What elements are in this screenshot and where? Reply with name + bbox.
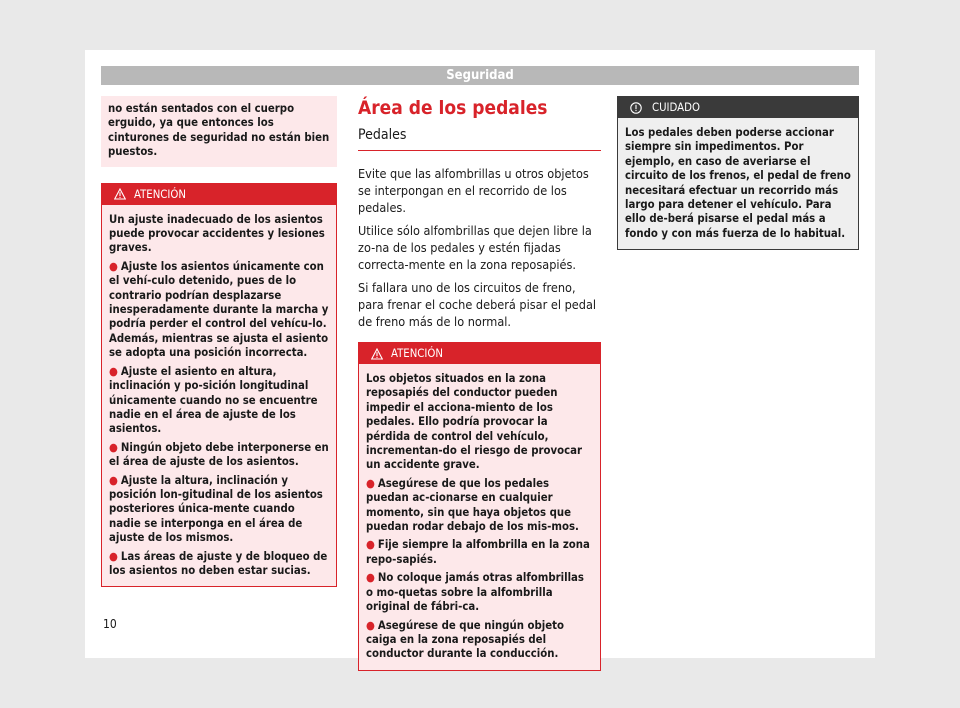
warning-box-pedals bbox=[358, 342, 601, 671]
warning-label: ATENCIÓN bbox=[391, 347, 443, 360]
paragraph: Si fallara uno de los circuitos de freno, para frenar el coche deberá pisar el pedal de freno más de lo normal. bbox=[358, 280, 597, 329]
subsection-title: Pedales bbox=[358, 126, 601, 151]
warning-header bbox=[102, 184, 336, 205]
bullet-dot: ● bbox=[366, 571, 375, 585]
section-title: Área de los pedales bbox=[358, 97, 548, 119]
warning-box-seats bbox=[101, 183, 337, 588]
caution-body: Los pedales deben poderse accionar siempre sin impedimentos. Por ejemplo, en caso de averiarse el circuito de los frenos, el pedal de freno necesitará efectuar un recorrido más largo para detener el vehículo. Para ello de-berá pisarse el pedal más a fondo y con más fuerza de lo habitual. bbox=[625, 126, 851, 240]
bullet-dot: ● bbox=[366, 538, 375, 552]
list-item: ● Asegúrese de que los pedales puedan ac-cionarse en cualquier momento, sin que haya objetos que puedan rodar debajo de los mis-mos. bbox=[366, 476, 579, 534]
intro-box: no están sentados con el cuerpo erguido, ya que entonces los cinturones de seguridad no están bien puestos. bbox=[101, 96, 337, 167]
bullet-dot: ● bbox=[109, 440, 118, 454]
list-item: ● Ajuste el asiento en altura, inclinación y po-sición longitudinal únicamente cuando no se encuentre nadie en el área de ajuste de los asientos. bbox=[109, 364, 318, 436]
caution-header bbox=[618, 97, 858, 118]
warning-triangle-icon bbox=[371, 348, 383, 360]
bullet-dot: ● bbox=[366, 476, 375, 490]
list-item: ● Asegúrese de que ningún objeto caiga en la zona reposapiés del conductor durante la conducción. bbox=[366, 618, 564, 661]
body-text bbox=[358, 165, 601, 330]
page-number: 10 bbox=[103, 617, 117, 631]
caution-label: CUIDADO bbox=[652, 101, 700, 114]
warning-header bbox=[359, 343, 600, 364]
column-right bbox=[617, 96, 859, 250]
warning-lead: Los objetos situados en la zona reposapiés del conductor pueden impedir el acciona-miento de los pedales. Ello podría provocar la pérdida de control del vehículo, incrementan-do el riesgo de provocar un accidente grave. bbox=[366, 372, 582, 472]
warning-triangle-icon bbox=[114, 188, 126, 200]
list-item: ● Ajuste la altura, inclinación y posición lon-gitudinal de los asientos posteriores única-mente cuando nadie se interponga en el área de ajuste de los mismos. bbox=[109, 473, 323, 545]
paragraph: Evite que las alfombrillas u otros objetos se interpongan en el recorrido de los pedales. bbox=[358, 166, 589, 215]
list-item: ● Ajuste los asientos únicamente con el vehí-culo detenido, pues de lo contrario podrían desplazarse inesperadamente durante la marcha y podría perder el control del vehícu-lo. Además, mientras se ajusta el asiento se adopta una posición incorrecta. bbox=[109, 259, 329, 360]
bullet-dot: ● bbox=[109, 549, 118, 563]
bullet-dot: ● bbox=[109, 259, 118, 273]
list-item: ● No coloque jamás otras alfombrillas o mo-quetas sobre la alfombrilla original de fábri-ca. bbox=[366, 571, 584, 614]
column-middle bbox=[358, 96, 601, 671]
bullet-dot: ● bbox=[366, 618, 375, 632]
caution-box bbox=[617, 96, 859, 250]
warning-label: ATENCIÓN bbox=[134, 187, 186, 201]
list-item: ● Ningún objeto debe interponerse en el área de ajuste de los asientos. bbox=[109, 440, 329, 469]
bullet-dot: ● bbox=[109, 473, 118, 487]
caution-circle-icon bbox=[630, 102, 642, 114]
paragraph: Utilice sólo alfombrillas que dejen libre la zo-na de los pedales y estén fijadas correcta-mente en la zona reposapiés. bbox=[358, 223, 592, 272]
section-header: Seguridad bbox=[101, 66, 859, 85]
warning-body bbox=[102, 205, 336, 587]
warning-body bbox=[359, 364, 600, 670]
warning-lead: Un ajuste inadecuado de los asientos puede provocar accidentes y lesiones graves. bbox=[109, 212, 325, 255]
list-item: ● Fije siempre la alfombrilla en la zona repo-sapiés. bbox=[366, 538, 590, 566]
list-item: ● Las áreas de ajuste y de bloqueo de los asientos no deben estar sucias. bbox=[109, 549, 328, 577]
column-left bbox=[101, 96, 337, 587]
bullet-dot: ● bbox=[109, 364, 118, 378]
